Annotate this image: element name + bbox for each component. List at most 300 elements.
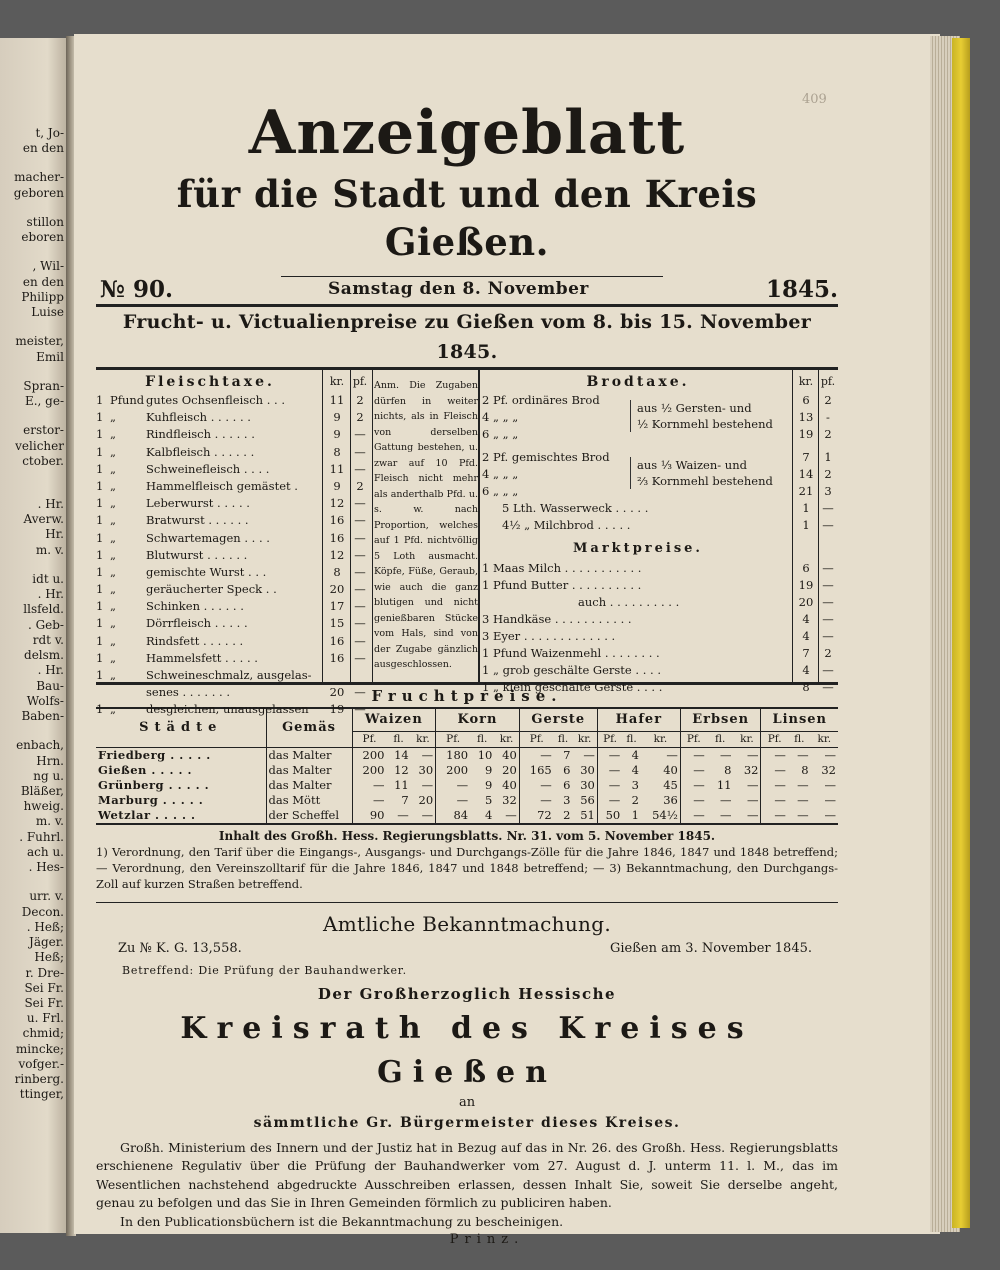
notice-place-date: Gießen am 3. November 1845. xyxy=(609,940,812,956)
price-pf: 2 xyxy=(824,393,832,407)
row-unit: „ xyxy=(110,427,116,442)
left-page-text xyxy=(0,320,68,334)
price-pf: 3 xyxy=(824,484,832,498)
price-cell: — xyxy=(583,747,595,762)
left-page-text: geboren xyxy=(13,185,64,200)
measure: das Malter xyxy=(266,763,352,778)
grain-subheader: fl. xyxy=(788,731,811,747)
grain-subheader: kr. xyxy=(572,731,597,747)
row-qty: 1 xyxy=(96,461,104,476)
price-cell: 56 xyxy=(580,792,595,807)
price-cell: — xyxy=(761,808,788,824)
price-kr: 16 xyxy=(329,650,345,665)
price-cell: — xyxy=(386,808,410,824)
measure: das Malter xyxy=(266,747,352,763)
notice-reference: Zu № K. G. 13,558. xyxy=(118,940,242,956)
price-pf: 2 xyxy=(824,427,832,441)
price-pf: — xyxy=(354,461,366,476)
price-kr: 11 xyxy=(329,461,345,476)
issue-year: 1845. xyxy=(765,276,838,303)
issue-row xyxy=(96,268,838,304)
fleisch-row xyxy=(96,667,324,684)
row-unit: „ xyxy=(110,564,116,579)
price-pf: — xyxy=(354,564,366,579)
price-kr: 6 xyxy=(802,393,810,407)
left-page-text: Sei Fr. xyxy=(24,980,64,995)
table-row xyxy=(96,763,838,778)
newspaper-sheet xyxy=(96,96,838,1249)
price-cell: 4 xyxy=(470,808,494,824)
left-page-text: stillon xyxy=(26,214,64,229)
price-pf: 2 xyxy=(356,393,364,407)
price-kr: 19 xyxy=(798,427,814,441)
row-qty: 1 xyxy=(96,668,104,682)
grain-header: Gerste xyxy=(519,709,597,731)
row-unit: „ xyxy=(110,599,116,614)
price-kr: 8 xyxy=(333,564,341,579)
rule xyxy=(96,902,838,903)
grain-subheader: Pf. xyxy=(680,731,706,747)
measure: das Malter xyxy=(266,778,352,793)
table-row xyxy=(96,808,838,824)
row-unit: „ xyxy=(110,668,116,682)
price-pf: — xyxy=(822,595,834,609)
row-unit: „ xyxy=(110,582,116,597)
price-cell: 8 xyxy=(724,762,732,777)
price-pf: — xyxy=(354,530,366,545)
price-pf: — xyxy=(354,633,366,648)
row-qty: 1 xyxy=(96,564,104,579)
price-cell: 4 xyxy=(631,747,639,762)
brod-line: 6 „ „ „ xyxy=(482,484,519,498)
measure: der Scheffel xyxy=(266,808,352,824)
price-pf: — xyxy=(354,650,366,665)
fleisch-row xyxy=(96,478,324,495)
price-cell: — xyxy=(666,747,678,762)
price-cell: 40 xyxy=(663,762,678,777)
city-name: Marburg . . . . . xyxy=(98,792,204,807)
price-kr: 17 xyxy=(329,599,345,614)
grain-subheader: kr. xyxy=(494,731,519,747)
price-kr: 19 xyxy=(329,702,345,717)
row-item: desgleichen, unausgelassen xyxy=(146,702,309,717)
price-cell: 32 xyxy=(743,762,759,777)
row-item: Schinken . . . . . . xyxy=(146,599,244,614)
notice-an: an xyxy=(458,1094,476,1110)
price-kr: 11 xyxy=(329,393,345,407)
fleisch-row xyxy=(96,701,324,718)
price-kr: 8 xyxy=(802,680,810,694)
left-page-text: r. Dre- xyxy=(25,965,64,980)
left-page-text: . Hr. xyxy=(37,663,64,678)
row-item: Blutwurst . . . . . . xyxy=(146,547,248,562)
markt-row: 1 Maas Milch . . . . . . . . . . . xyxy=(482,561,642,575)
price-cell: 20 xyxy=(502,762,517,777)
row-item: Kuhfleisch . . . . . . xyxy=(146,410,251,425)
price-cell: 54½ xyxy=(641,808,680,824)
price-pf: — xyxy=(354,599,366,614)
price-kr: 16 xyxy=(329,513,345,528)
col-kr-header: kr. xyxy=(329,375,345,388)
row-qty: 1 xyxy=(96,496,104,511)
price-pf: 2 xyxy=(356,410,364,425)
row-unit: „ xyxy=(110,530,116,545)
brodtaxe-heading: Brodtaxe. xyxy=(586,374,690,390)
fleisch-row xyxy=(96,684,324,701)
notice-from: Der Großherzoglich Hessische xyxy=(317,984,617,1003)
left-page-text: Hr. xyxy=(45,527,64,542)
price-pf xyxy=(350,667,370,684)
fleisch-note-text: Anm. Die Zugaben dürfen in weiter nichts, als in Fleisch von derselben Gattung bestehen, u. zwar auf 10 Pfd. Fleisch nicht mehr als anderthalb Pfd. u. s. w. nach Proportion, welches auf 1 Pfd. nichtvöllig 5 Loth ausmacht. Köpfe, Füße, Geraub, wie auch die ganz blutigen und nicht genießbaren Stücke vom Hals, sind von der Zugabe gänzlich ausgeschlossen. xyxy=(374,380,478,670)
price-pf: — xyxy=(822,663,834,677)
col-kr-header: kr. xyxy=(798,375,814,388)
grain-subheader: Pf. xyxy=(761,731,788,747)
grain-subheader: fl. xyxy=(707,731,734,747)
price-cell: — xyxy=(421,747,434,762)
fleisch-row xyxy=(96,461,324,478)
col-pf-header: pf. xyxy=(352,375,368,388)
price-cell: — xyxy=(824,792,836,807)
fleisch-row xyxy=(96,409,324,426)
fleisch-row xyxy=(96,633,324,650)
price-pf: — xyxy=(822,680,834,694)
price-cell: 10 xyxy=(477,747,493,762)
price-cell: — xyxy=(519,747,553,763)
fleisch-row xyxy=(96,444,324,461)
fleisch-row xyxy=(96,598,324,615)
brod-kr-column xyxy=(794,372,818,696)
markt-row: 1 Pfund Butter . . . . . . . . . . xyxy=(482,578,642,592)
markt-row: 3 Handkäse . . . . . . . . . . . xyxy=(482,612,632,626)
left-page-text: t, Jo- xyxy=(35,126,64,140)
price-cell: — xyxy=(761,747,788,763)
price-cell: — xyxy=(436,778,470,793)
page-number: 409 xyxy=(802,92,827,107)
left-page-text: ng u. xyxy=(33,768,64,783)
left-page-text: chmid; xyxy=(22,1026,64,1041)
price-cell: — xyxy=(761,778,788,793)
row-unit: „ xyxy=(110,650,116,665)
inhalt-section xyxy=(96,828,838,892)
price-pf: 1 xyxy=(824,450,832,464)
notice-paragraph: Großh. Ministerium des Innern und der Justiz hat in Bezug auf das in Nr. 26. des Großh. Hess. Regierungsblatts erschienene Regulativ über die Prüfung der Bauhandwerker vom 27. August d. J. unterm 11. l. M., das im Wesentlichen nachstehend abgedruckte Ausschreiben erlassen, dessen Inhalt Sie, soweit Sie derselbe angeht, genau zu befolgen und das Sie in Ihren Gemeinden förmlich zu publiciren haben. xyxy=(96,1139,838,1211)
fleisch-row xyxy=(96,615,324,632)
row-item: Rindfleisch . . . . . . xyxy=(146,427,255,442)
row-item: Dörrfleisch . . . . . xyxy=(146,616,248,631)
row-qty: 1 xyxy=(96,427,104,442)
marktpreise-heading: Marktpreise. xyxy=(573,541,703,556)
left-page-text xyxy=(0,558,68,572)
row-qty: 1 xyxy=(96,444,104,459)
price-cell: 6 xyxy=(563,762,571,777)
price-cell: 7 xyxy=(401,792,409,807)
row-unit: „ xyxy=(110,444,116,459)
grain-header: Korn xyxy=(436,709,520,731)
col-pf-header: pf. xyxy=(820,375,836,388)
price-cell: — xyxy=(436,793,470,808)
price-cell: — xyxy=(352,793,386,808)
left-page-text: Hrn. xyxy=(36,753,64,768)
price-cell: — xyxy=(597,747,622,763)
inhalt-text: 1) Verordnung, den Tarif über die Eingangs-, Ausgangs- und Durchgangs-Zölle für die Jahre 1846, 1847 und 1848 betreffend; — Verordnung, den Vereinszolltarif für die Jahre 1846, 1847 und 1848 betreffend; — 3) Bekanntmachung, den Durchgangs-Zoll auf kurzen Straßen betreffend. xyxy=(96,844,838,891)
price-cell: — xyxy=(680,763,706,778)
left-page-text: Bau- xyxy=(36,678,64,693)
left-page-text: u. Frl. xyxy=(26,1011,64,1026)
left-page-text: en den xyxy=(22,141,64,156)
price-cell: — xyxy=(761,793,788,808)
row-item: Bratwurst . . . . . . xyxy=(146,513,249,528)
price-kr: 16 xyxy=(329,633,345,648)
left-page-text xyxy=(0,409,68,423)
price-kr: 4 xyxy=(802,629,810,643)
city-name: Friedberg . . . . . xyxy=(98,747,211,762)
row-unit: „ xyxy=(110,547,116,562)
price-cell: — xyxy=(733,808,760,824)
brod-extra: 5 Lth. Wasserweck . . . . . xyxy=(502,501,649,515)
row-unit: „ xyxy=(110,496,116,511)
markt-row: auch . . . . . . . . . . xyxy=(578,595,680,609)
brod-line: 4 „ „ „ xyxy=(482,410,519,424)
price-kr: 9 xyxy=(333,410,341,425)
markt-row: 1 „ klein geschälte Gerste . . . . xyxy=(482,680,663,694)
row-qty: 1 xyxy=(96,478,104,493)
grain-subheader: fl. xyxy=(622,731,641,747)
price-kr: 16 xyxy=(329,530,345,545)
left-page-text: m. v. xyxy=(35,814,64,829)
notice-recipients: sämmtliche Gr. Bürgermeister dieses Kreises. xyxy=(253,1114,681,1131)
price-pf: — xyxy=(354,513,366,528)
brod-composition-line: ⅔ Kornmehl bestehend xyxy=(637,474,773,488)
price-cell: 40 xyxy=(502,747,517,762)
table-row xyxy=(96,747,838,763)
price-pf: — xyxy=(822,518,834,532)
fleisch-note xyxy=(374,372,478,673)
price-cell: — xyxy=(824,777,836,792)
price-pf: — xyxy=(822,612,834,626)
price-cell: 30 xyxy=(580,777,595,792)
price-cell: — xyxy=(746,747,759,762)
row-unit: „ xyxy=(110,616,116,631)
notice-reference-row xyxy=(96,939,838,961)
left-page-text: idt u. xyxy=(32,571,64,586)
price-cell: 11 xyxy=(716,777,732,792)
price-kr: 4 xyxy=(802,663,810,677)
price-cell: — xyxy=(680,747,706,763)
grain-subheader: kr. xyxy=(641,731,680,747)
markt-row: 3 Eyer . . . . . . . . . . . . . xyxy=(482,629,616,643)
price-cell: 2 xyxy=(554,808,573,824)
price-pf: — xyxy=(822,629,834,643)
fleisch-row xyxy=(96,564,324,581)
price-cell: — xyxy=(680,808,706,824)
price-pf: — xyxy=(822,578,834,592)
price-cell: 7 xyxy=(563,747,571,762)
price-cell: — xyxy=(746,777,759,792)
price-cell: — xyxy=(421,777,434,792)
row-item: Kalbfleisch . . . . . . xyxy=(146,444,255,459)
price-pf: — xyxy=(354,547,366,562)
grain-header: Waizen xyxy=(352,709,436,731)
left-page-text xyxy=(0,201,68,215)
fleischtaxe xyxy=(96,372,324,719)
price-kr: 1 xyxy=(802,501,810,515)
left-page-text: delsm. xyxy=(24,648,64,663)
price-kr: 4 xyxy=(802,612,810,626)
brodtaxe xyxy=(482,372,794,696)
markt-row: 1 „ grob geschälte Gerste . . . . xyxy=(482,663,661,677)
price-kr: 14 xyxy=(798,467,814,481)
row-unit: „ xyxy=(110,633,116,648)
price-cell: 72 xyxy=(519,808,553,824)
row-item: gemischte Wurst . . . xyxy=(146,564,267,579)
price-kr: 7 xyxy=(802,646,810,660)
price-cell: — xyxy=(519,778,553,793)
row-item: geräucherter Speck . . xyxy=(146,582,277,597)
fleisch-row xyxy=(96,392,324,409)
price-cell: — xyxy=(352,778,386,793)
left-page-text: . Hr. xyxy=(37,496,64,511)
inhalt-heading: Inhalt des Großh. Hess. Regierungsblatts. Nr. 31. vom 5. November 1845. xyxy=(218,828,716,843)
price-pf: — xyxy=(354,427,366,442)
brod-composition xyxy=(630,457,773,489)
price-cell: 90 xyxy=(352,808,386,824)
price-cell: — xyxy=(707,808,734,824)
notice-paragraph: In den Publicationsbüchern ist die Bekanntmachung zu bescheinigen. xyxy=(120,1213,564,1229)
price-cell: — xyxy=(797,747,809,762)
row-item: Rindsfett . . . . . . xyxy=(146,633,244,648)
fleischtaxe-heading: Fleischtaxe. xyxy=(145,374,275,390)
price-cell: 45 xyxy=(663,777,678,792)
price-kr: 19 xyxy=(798,578,814,592)
left-page-text: vofger.- xyxy=(18,1056,64,1071)
price-cell: 9 xyxy=(485,777,493,792)
brod-composition-line: aus ½ Gersten- und xyxy=(637,401,752,415)
row-item: senes . . . . . . . xyxy=(146,685,230,700)
grain-header: Hafer xyxy=(597,709,680,731)
price-cell: 32 xyxy=(502,792,517,807)
price-cell: 5 xyxy=(485,792,493,807)
price-kr: 21 xyxy=(798,484,814,498)
price-cell: — xyxy=(824,747,836,762)
price-cell: — xyxy=(746,792,759,807)
price-cell: 30 xyxy=(580,762,595,777)
masthead-subtitle: für die Stadt und den Kreis Gießen. xyxy=(176,172,758,264)
left-page-text: ach u. xyxy=(27,844,64,859)
fruchtpreise-heading: Fruchtpreise. xyxy=(96,685,838,709)
fleisch-pf-column xyxy=(350,372,370,719)
left-page-text: Averw. xyxy=(23,512,64,527)
price-pf: 2 xyxy=(824,646,832,660)
brod-line: 2 Pf. ordinäres Brod xyxy=(482,393,600,407)
left-page-text: Wolfs- xyxy=(26,693,64,708)
brod-pf-column xyxy=(818,372,838,696)
row-qty: 1 xyxy=(96,702,104,717)
price-cell: 20 xyxy=(418,792,434,807)
brod-composition-line: ½ Kornmehl bestehend xyxy=(637,417,773,431)
grain-subheader: Pf. xyxy=(436,731,470,747)
price-cell: 12 xyxy=(394,762,409,777)
price-kr: 20 xyxy=(329,582,345,597)
price-cell: 2 xyxy=(631,792,639,807)
fleisch-row xyxy=(96,426,324,443)
price-pf: — xyxy=(354,616,366,631)
issue-number: № 90. xyxy=(100,276,174,303)
row-unit: „ xyxy=(110,702,116,717)
brod-group-1 xyxy=(482,392,794,443)
price-cell: 14 xyxy=(394,747,409,762)
left-page-text: eboren xyxy=(21,230,64,245)
price-cell: 30 xyxy=(418,762,434,777)
col-measure-header: Gemäs xyxy=(266,709,352,747)
price-cell: — xyxy=(680,793,706,808)
price-cell: 9 xyxy=(485,762,493,777)
price-cell: 1 xyxy=(622,808,641,824)
notice-authority: Kreisrath des Kreises Gießen xyxy=(180,1010,754,1090)
fleisch-row xyxy=(96,530,324,547)
price-cell: — xyxy=(761,763,788,778)
price-cell: 50 xyxy=(597,808,622,824)
left-page-text: llsfeld. xyxy=(23,602,64,617)
price-cell: 4 xyxy=(631,762,639,777)
price-cell: — xyxy=(719,792,732,807)
grain-subheader: Pf. xyxy=(519,731,553,747)
row-unit: „ xyxy=(110,410,116,425)
left-page-text: Luise xyxy=(31,305,64,320)
price-pf: — xyxy=(354,702,366,717)
price-cell: 51 xyxy=(572,808,597,824)
row-unit: „ xyxy=(110,513,116,528)
price-pf: — xyxy=(354,496,366,511)
brod-extra: 4½ „ Milchbrod . . . . . xyxy=(502,518,631,532)
price-cell: — xyxy=(788,808,811,824)
price-cell: — xyxy=(411,808,436,824)
price-cell: 200 xyxy=(352,747,386,763)
price-kr: 7 xyxy=(802,450,810,464)
left-page-text: hweig. xyxy=(23,799,64,814)
row-qty: 1 xyxy=(96,530,104,545)
price-cell: — xyxy=(597,793,622,808)
price-pf: 2 xyxy=(824,467,832,481)
brod-line: 6 „ „ „ xyxy=(482,427,519,441)
fleisch-row xyxy=(96,547,324,564)
price-pf: - xyxy=(826,410,830,424)
left-page-text xyxy=(0,365,68,379)
left-page-text: . Fuhrl. xyxy=(19,829,64,844)
brod-composition xyxy=(630,400,773,432)
brod-line: 2 Pf. gemischtes Brod xyxy=(482,450,610,464)
price-kr: 15 xyxy=(329,616,345,631)
price-pf: — xyxy=(822,501,834,515)
row-item: Schwartemagen . . . . xyxy=(146,530,270,545)
price-kr: 1 xyxy=(802,518,810,532)
left-page-text: . Heß; xyxy=(26,919,64,934)
row-qty: 1 xyxy=(96,633,104,648)
row-qty: 1 xyxy=(96,650,104,665)
price-kr: 20 xyxy=(329,685,345,700)
price-cell: — xyxy=(597,763,622,778)
price-cell: — xyxy=(597,778,622,793)
price-cell: — xyxy=(811,808,838,824)
row-qty: 1 xyxy=(96,410,104,425)
left-page-text: en den xyxy=(22,274,64,289)
left-page-text: Jäger. xyxy=(29,935,64,950)
left-page-text: meister, xyxy=(15,334,64,349)
left-page-text: urr. v. xyxy=(29,889,64,904)
price-cell: — xyxy=(797,777,809,792)
row-item: Hammelsfett . . . . . xyxy=(146,650,258,665)
notice-body xyxy=(96,1139,838,1232)
row-qty: 1 xyxy=(96,582,104,597)
